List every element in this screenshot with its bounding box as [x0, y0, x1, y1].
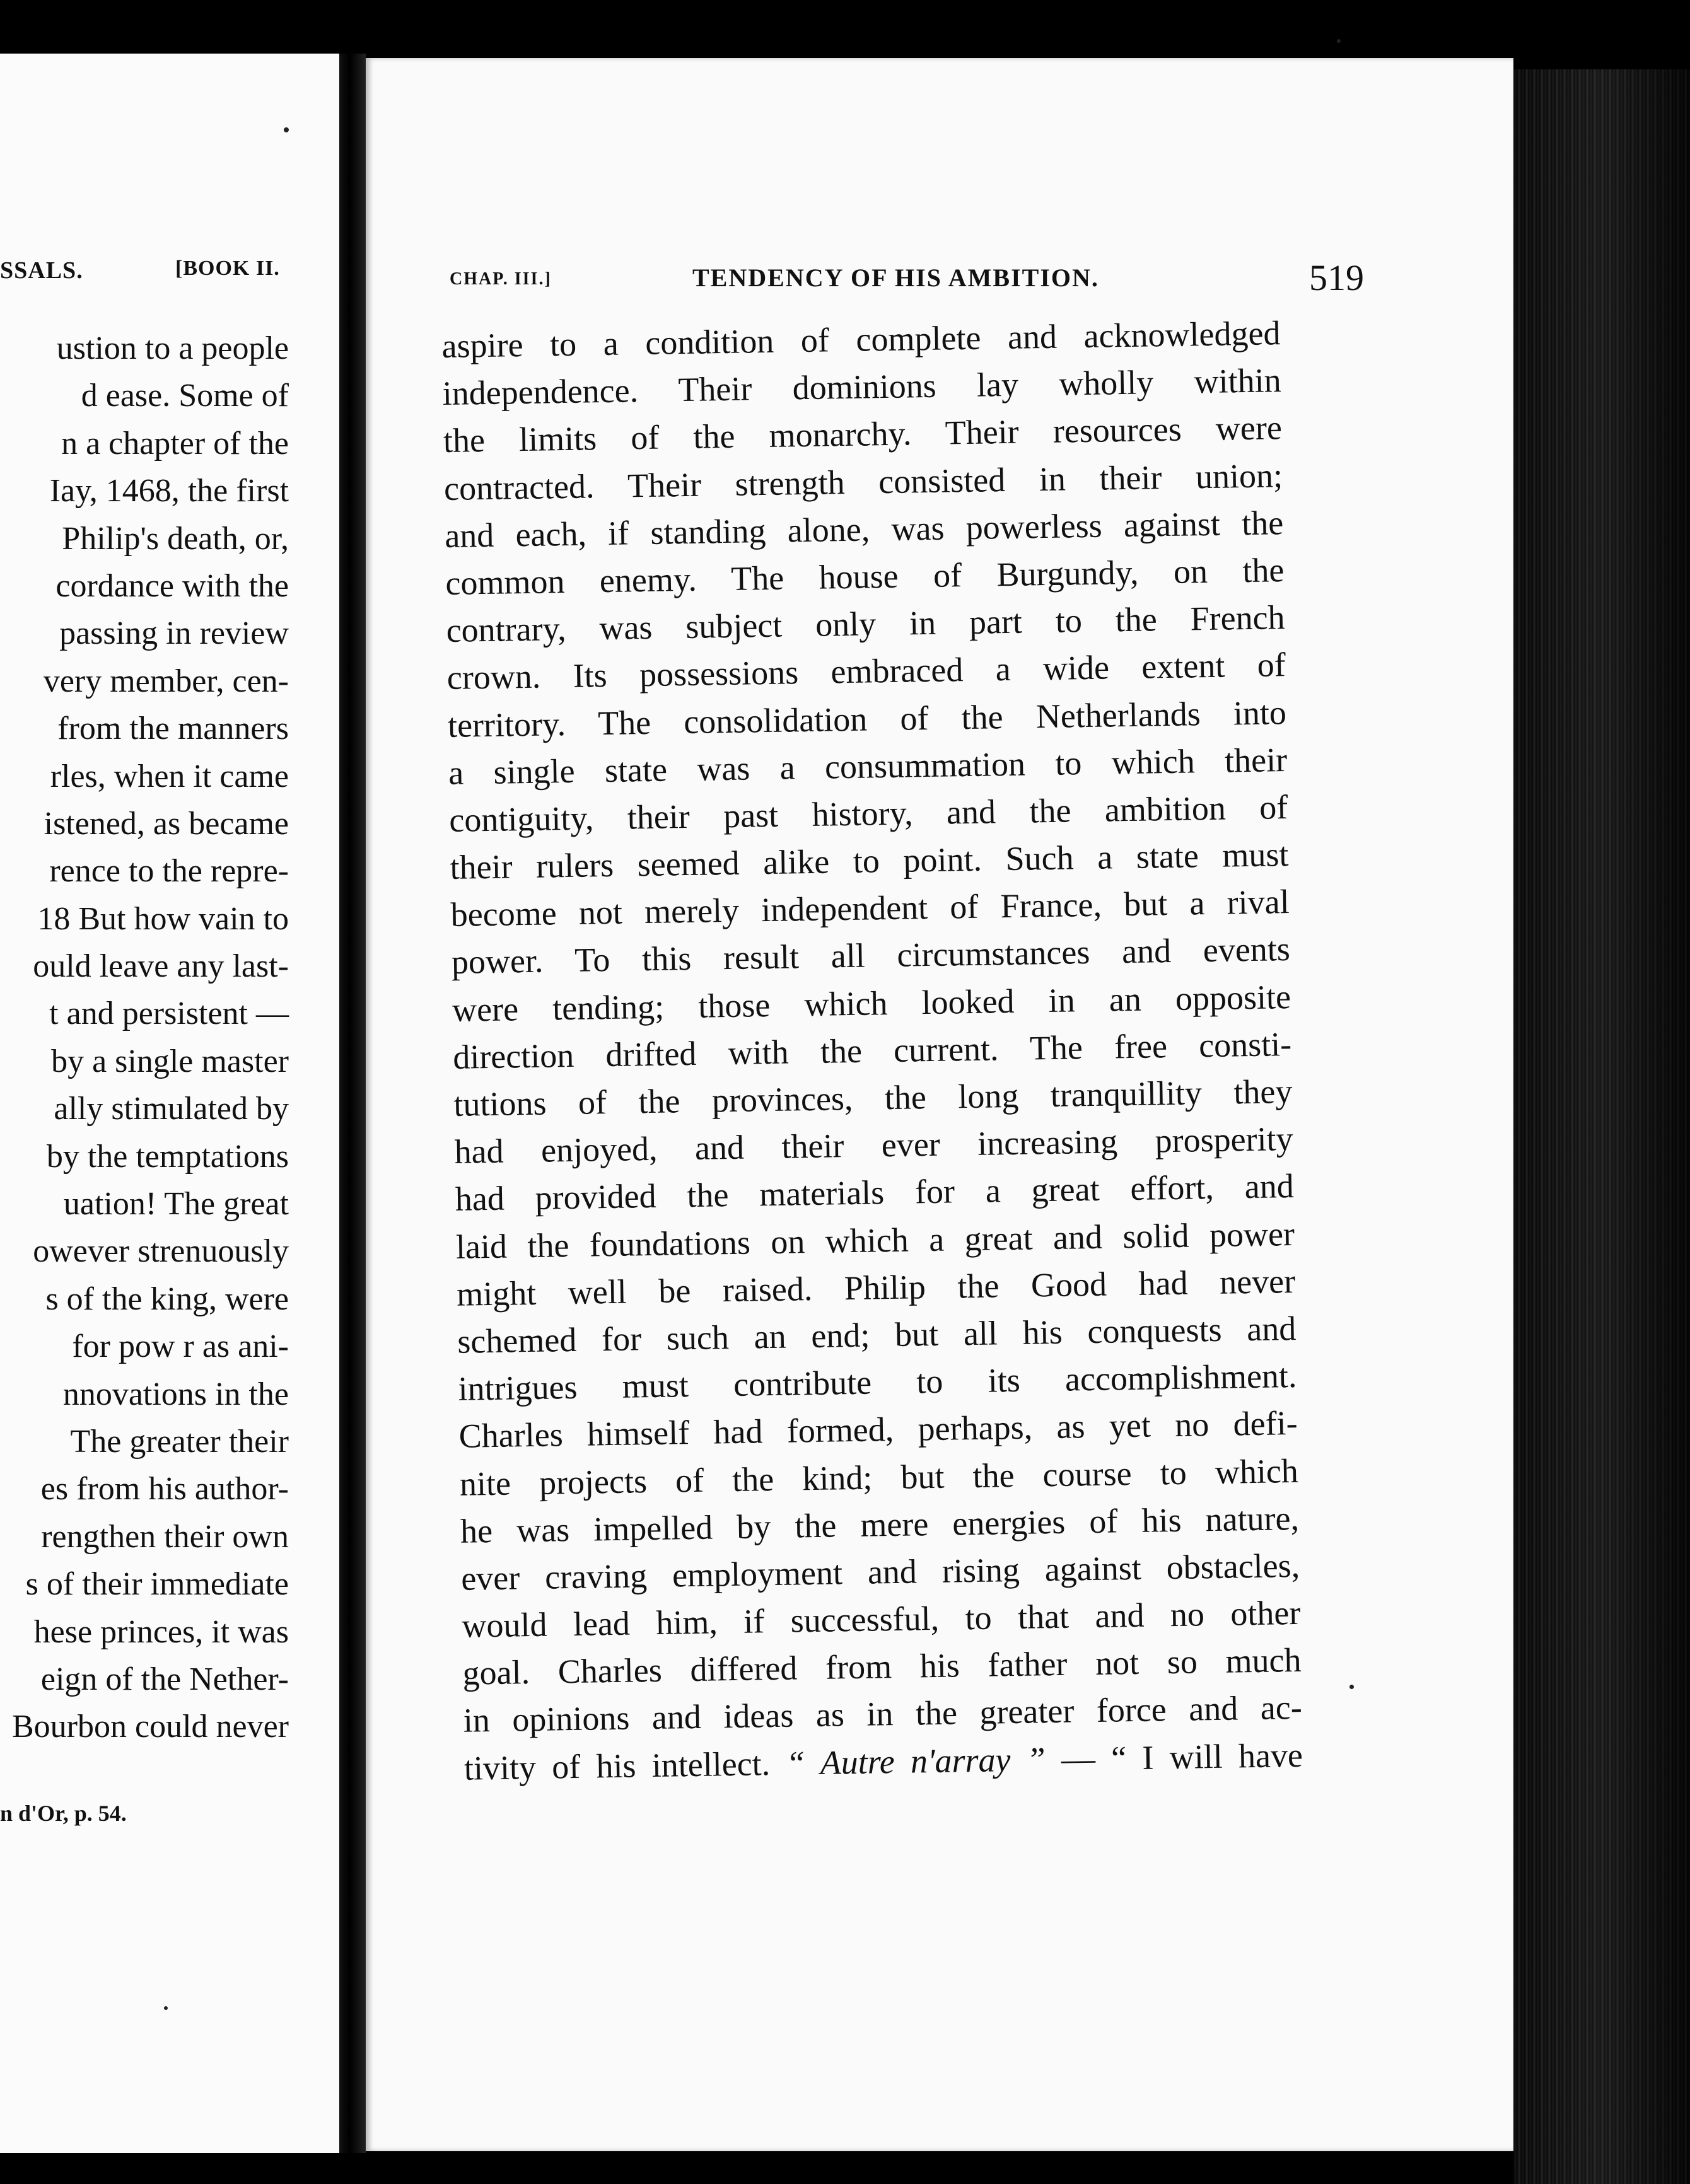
left-text-line: Iay, 1468, the first — [49, 473, 289, 509]
left-text-line: passing in review — [59, 615, 289, 652]
book-gutter — [339, 54, 366, 2153]
left-header-book: [BOOK II. — [175, 257, 280, 280]
left-text-line: es from his author- — [40, 1471, 289, 1507]
left-text-line: hese princes, it was — [33, 1613, 289, 1650]
left-text-line: s of their immediate — [25, 1566, 289, 1603]
text-line: goal. Charles differed from his father not so much — [462, 1641, 1302, 1692]
page-edges — [1513, 69, 1690, 2184]
right-page — [366, 58, 1513, 2151]
chapter-label: CHAP. III.] — [450, 269, 552, 289]
text-line: common enemy. The house of Burgundy, on the — [445, 550, 1285, 602]
text-line: schemed for such an end; but all his conquests and — [457, 1309, 1297, 1361]
left-text-line: nnovations in the — [62, 1376, 289, 1412]
text-line: might well be raised. Philip the Good had never — [456, 1262, 1296, 1313]
left-text-line: by the temptations — [46, 1138, 289, 1175]
dust-speck — [1349, 1685, 1354, 1689]
left-text-line: ould leave any last- — [33, 948, 289, 985]
left-text-line: ally stimulated by — [54, 1091, 289, 1127]
text-line: direction drifted with the current. The free consti- — [452, 1025, 1292, 1076]
dust-speck — [1337, 39, 1341, 43]
body-text — [441, 310, 1303, 1792]
left-text-line: istened, as became — [44, 805, 289, 842]
left-text-line: ustion to a people — [56, 330, 289, 366]
text-line: contiguity, their past history, and the ambition of — [448, 787, 1288, 839]
left-text-line: owever strenuously — [33, 1233, 289, 1270]
text-line: intrigues must contribute to its accomplishment. — [458, 1357, 1297, 1408]
text-line: a single state was a consummation to which their — [448, 740, 1288, 792]
running-head — [450, 257, 1396, 301]
text-line: become not merely independent of France, but a rival — [450, 883, 1290, 934]
text-line: Charles himself had formed, perhaps, as yet no defi- — [458, 1404, 1298, 1456]
left-text-line: eign of the Nether- — [40, 1661, 289, 1697]
text-line: had provided the materials for a great effort, and — [455, 1167, 1295, 1219]
left-text-line: very member, cen- — [43, 663, 289, 699]
text-line: territory. The consolidation of the Netherlands into — [447, 693, 1287, 745]
left-text-line: rence to the repre- — [49, 853, 289, 890]
dust-speck — [284, 127, 289, 132]
text-line: and each, if standing alone, was powerless against the — [444, 503, 1284, 555]
left-body-text — [0, 325, 289, 1751]
left-text-line: 18 But how vain to — [37, 900, 289, 937]
text-line: he was impelled by the mere energies of his nature, — [460, 1499, 1300, 1550]
left-text-line: Bourbon could never — [11, 1709, 289, 1745]
left-text-line: rengthen their own — [41, 1518, 289, 1555]
page-number: 519 — [1309, 257, 1364, 298]
left-text-line: t and persistent — — [49, 996, 289, 1032]
text-line: would lead him, if successful, to that and no other — [461, 1593, 1301, 1645]
text-line: their rulers seemed alike to point. Such a state must — [450, 835, 1289, 886]
motto-italic: “ Autre n'array ” — [785, 1740, 1046, 1782]
left-text-line: cordance with the — [55, 567, 289, 604]
left-facing-page — [0, 54, 339, 2153]
left-text-line: s of the king, were — [45, 1281, 289, 1317]
text-line: contrary, was subject only in part to the French — [446, 598, 1285, 650]
text-line: were tending; those which looked in an opposite — [452, 977, 1291, 1029]
text-line: crown. Its possessions embraced a wide extent of — [446, 646, 1286, 697]
text-line: laid the foundations on which a great and solid power — [455, 1214, 1295, 1266]
text-line: independence. Their dominions lay wholly within — [442, 361, 1282, 413]
left-text-line: uation! The great — [63, 1186, 289, 1223]
left-header-title: SSALS. — [0, 257, 83, 284]
last-line-start: tivity of his intellect. — [463, 1744, 771, 1787]
left-text-line: by a single master — [51, 1043, 289, 1079]
text-line: nite projects of the kind; but the course to which — [459, 1451, 1299, 1503]
left-text-line: d ease. Some of — [81, 378, 289, 414]
text-line: contracted. Their strength consisted in their union; — [443, 456, 1283, 508]
left-footnote: n d'Or, p. 54. — [0, 1801, 127, 1826]
left-text-line: The greater their — [70, 1423, 289, 1460]
text-line: tutions of the provinces, the long tranquillity they — [453, 1072, 1293, 1124]
text-line: the limits of the monarchy. Their resources were — [443, 409, 1283, 460]
left-text-line: from the manners — [57, 711, 289, 747]
left-text-line: n a chapter of the — [61, 425, 289, 462]
text-line: ever craving employment and rising against obstacles, — [460, 1546, 1300, 1598]
left-text-line: for pow r as ani- — [72, 1328, 289, 1365]
text-line: had enjoyed, and their ever increasing prosperity — [454, 1120, 1293, 1171]
text-line: power. To this result all circumstances and events — [451, 930, 1291, 982]
text-line: in opinions and ideas as in the greater force and ac- — [463, 1688, 1303, 1740]
last-line-end: — “ I will have — [1061, 1736, 1303, 1778]
left-text-line: rles, when it came — [50, 758, 289, 794]
dust-speck — [164, 2006, 168, 2010]
running-title: TENDENCY OF HIS AMBITION. — [692, 264, 1099, 292]
left-text-line: Philip's death, or, — [62, 520, 289, 557]
text-line: aspire to a condition of complete and acknowledged — [441, 314, 1281, 365]
